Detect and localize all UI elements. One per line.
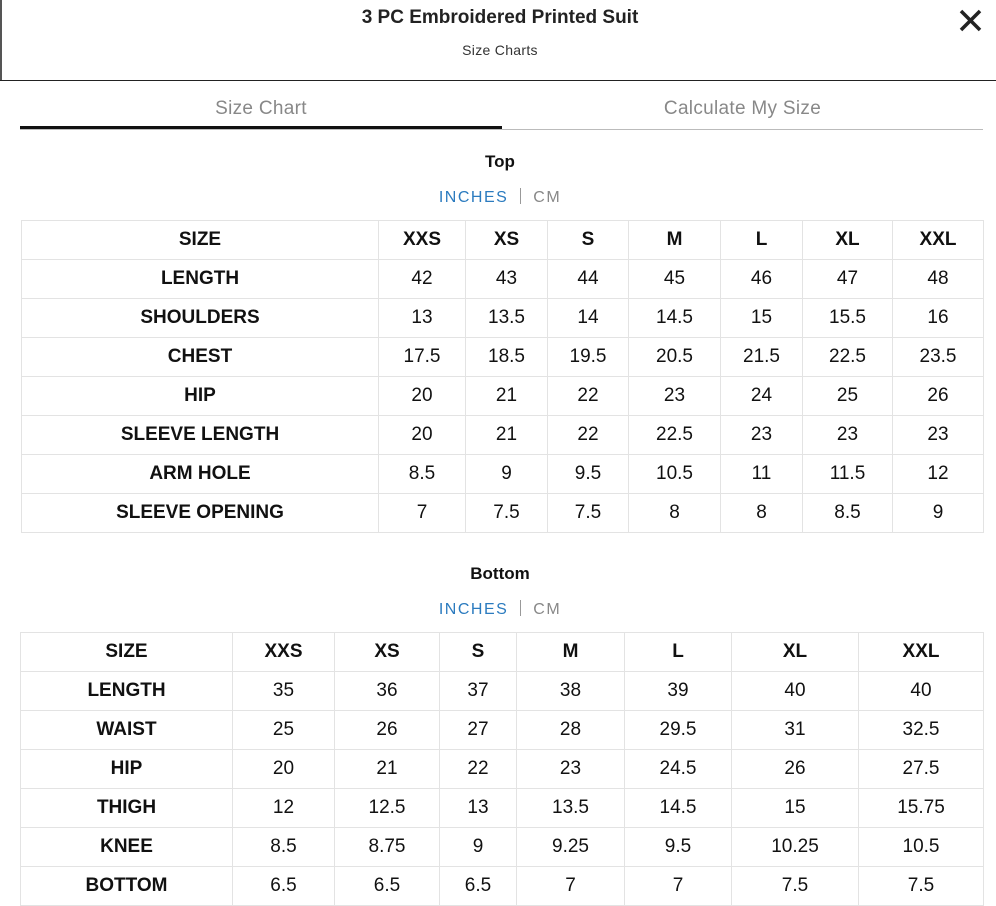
- measurement-value: 20: [379, 416, 466, 455]
- measurement-value: 28: [517, 711, 625, 750]
- measurement-value: 22: [548, 377, 629, 416]
- measurement-value: 37: [440, 672, 517, 711]
- bottom-section-title: Bottom: [470, 564, 530, 583]
- measurement-value: 7: [379, 494, 466, 533]
- table-row: [21, 789, 984, 828]
- size-column-header: XXS: [233, 633, 335, 672]
- table-row: [22, 338, 984, 377]
- measurement-value: 10.25: [732, 828, 859, 867]
- tab-size-chart[interactable]: Size Chart: [20, 92, 502, 129]
- measurement-value: 23: [629, 377, 721, 416]
- measurement-value: 23: [517, 750, 625, 789]
- measurement-value: 40: [732, 672, 859, 711]
- size-column-header: XL: [732, 633, 859, 672]
- measurement-value: 20: [379, 377, 466, 416]
- top-size-table: [21, 220, 984, 533]
- measurement-value: 29.5: [625, 711, 732, 750]
- size-column-header: XS: [335, 633, 440, 672]
- modal-header: [0, 0, 996, 81]
- size-column-header: M: [629, 221, 721, 260]
- measurement-value: 15: [732, 789, 859, 828]
- measurement-value: 18.5: [466, 338, 548, 377]
- measurement-value: 31: [732, 711, 859, 750]
- measurement-value: 11.5: [803, 455, 893, 494]
- measurement-label: SHOULDERS: [22, 299, 379, 338]
- measurement-label: SLEEVE OPENING: [22, 494, 379, 533]
- table-row: [21, 711, 984, 750]
- measurement-value: 40: [859, 672, 984, 711]
- size-header-cell: SIZE: [22, 221, 379, 260]
- size-column-header: XS: [466, 221, 548, 260]
- measurement-value: 22.5: [629, 416, 721, 455]
- measurement-value: 25: [233, 711, 335, 750]
- measurement-value: 12.5: [335, 789, 440, 828]
- measurement-value: 7.5: [859, 867, 984, 906]
- measurement-value: 7.5: [466, 494, 548, 533]
- bottom-cm-toggle[interactable]: CM: [533, 601, 562, 618]
- measurement-value: 12: [893, 455, 984, 494]
- measurement-value: 47: [803, 260, 893, 299]
- bottom-unit-toggle: [0, 600, 996, 619]
- measurement-value: 8.75: [335, 828, 440, 867]
- measurement-value: 8: [721, 494, 803, 533]
- measurement-label: LENGTH: [21, 672, 233, 711]
- measurement-value: 20: [233, 750, 335, 789]
- size-column-header: M: [517, 633, 625, 672]
- measurement-value: 21: [335, 750, 440, 789]
- measurement-label: SLEEVE LENGTH: [22, 416, 379, 455]
- measurement-value: 14.5: [625, 789, 732, 828]
- measurement-value: 9: [440, 828, 517, 867]
- measurement-value: 46: [721, 260, 803, 299]
- measurement-value: 32.5: [859, 711, 984, 750]
- measurement-value: 26: [732, 750, 859, 789]
- measurement-value: 23: [803, 416, 893, 455]
- top-section-title: Top: [485, 152, 515, 171]
- top-cm-toggle[interactable]: CM: [533, 189, 562, 206]
- measurement-label: WAIST: [21, 711, 233, 750]
- measurement-value: 15: [721, 299, 803, 338]
- table-row: [22, 377, 984, 416]
- table-row: [21, 867, 984, 906]
- tab-calculate-my-size[interactable]: Calculate My Size: [663, 98, 822, 119]
- measurement-label: CHEST: [22, 338, 379, 377]
- measurement-value: 19.5: [548, 338, 629, 377]
- measurement-value: 26: [893, 377, 984, 416]
- measurement-value: 9: [466, 455, 548, 494]
- measurement-value: 13.5: [466, 299, 548, 338]
- measurement-value: 48: [893, 260, 984, 299]
- table-header-row: [21, 633, 984, 672]
- measurement-value: 43: [466, 260, 548, 299]
- size-column-header: S: [440, 633, 517, 672]
- measurement-label: HIP: [21, 750, 233, 789]
- measurement-value: 13: [379, 299, 466, 338]
- measurement-value: 14: [548, 299, 629, 338]
- size-column-header: S: [548, 221, 629, 260]
- measurement-value: 6.5: [440, 867, 517, 906]
- top-inches-toggle[interactable]: INCHES: [438, 189, 509, 206]
- measurement-value: 15.75: [859, 789, 984, 828]
- size-column-header: L: [625, 633, 732, 672]
- measurement-value: 22: [440, 750, 517, 789]
- size-header-cell: SIZE: [21, 633, 233, 672]
- measurement-value: 26: [335, 711, 440, 750]
- measurement-label: KNEE: [21, 828, 233, 867]
- measurement-value: 27: [440, 711, 517, 750]
- measurement-value: 45: [629, 260, 721, 299]
- measurement-value: 10.5: [629, 455, 721, 494]
- measurement-value: 10.5: [859, 828, 984, 867]
- measurement-value: 27.5: [859, 750, 984, 789]
- measurement-value: 44: [548, 260, 629, 299]
- measurement-value: 35: [233, 672, 335, 711]
- table-row: [21, 828, 984, 867]
- product-title: 3 PC Embroidered Printed Suit: [361, 7, 639, 28]
- measurement-value: 6.5: [233, 867, 335, 906]
- table-row: [22, 260, 984, 299]
- measurement-value: 20.5: [629, 338, 721, 377]
- measurement-value: 7: [517, 867, 625, 906]
- measurement-value: 25: [803, 377, 893, 416]
- measurement-value: 36: [335, 672, 440, 711]
- measurement-value: 7.5: [732, 867, 859, 906]
- size-column-header: XXS: [379, 221, 466, 260]
- measurement-label: BOTTOM: [21, 867, 233, 906]
- measurement-value: 15.5: [803, 299, 893, 338]
- unit-separator: [520, 188, 521, 204]
- size-column-header: L: [721, 221, 803, 260]
- measurement-value: 8.5: [803, 494, 893, 533]
- measurement-value: 38: [517, 672, 625, 711]
- measurement-value: 9: [893, 494, 984, 533]
- table-header-row: [22, 221, 984, 260]
- measurement-value: 17.5: [379, 338, 466, 377]
- measurement-value: 13.5: [517, 789, 625, 828]
- measurement-value: 7: [625, 867, 732, 906]
- measurement-value: 13: [440, 789, 517, 828]
- bottom-size-table: [20, 632, 984, 906]
- measurement-value: 16: [893, 299, 984, 338]
- measurement-value: 12: [233, 789, 335, 828]
- measurement-label: LENGTH: [22, 260, 379, 299]
- modal-subtitle: Size Charts: [462, 42, 538, 58]
- measurement-value: 9.5: [548, 455, 629, 494]
- measurement-value: 23.5: [893, 338, 984, 377]
- table-row: [22, 416, 984, 455]
- measurement-value: 9.5: [625, 828, 732, 867]
- table-row: [22, 299, 984, 338]
- measurement-value: 23: [721, 416, 803, 455]
- measurement-value: 21: [466, 377, 548, 416]
- measurement-value: 11: [721, 455, 803, 494]
- measurement-label: ARM HOLE: [22, 455, 379, 494]
- measurement-value: 14.5: [629, 299, 721, 338]
- unit-separator: [520, 600, 521, 616]
- close-icon: [956, 6, 986, 36]
- measurement-value: 24.5: [625, 750, 732, 789]
- table-row: [22, 494, 984, 533]
- measurement-value: 24: [721, 377, 803, 416]
- top-unit-toggle: [0, 188, 996, 207]
- measurement-value: 22.5: [803, 338, 893, 377]
- size-column-header: XXL: [859, 633, 984, 672]
- measurement-label: THIGH: [21, 789, 233, 828]
- bottom-inches-toggle[interactable]: INCHES: [438, 601, 509, 618]
- measurement-label: HIP: [22, 377, 379, 416]
- size-column-header: XXL: [893, 221, 984, 260]
- tab-bar: [20, 92, 983, 130]
- table-row: [22, 455, 984, 494]
- measurement-value: 8.5: [379, 455, 466, 494]
- size-column-header: XL: [803, 221, 893, 260]
- measurement-value: 6.5: [335, 867, 440, 906]
- measurement-value: 7.5: [548, 494, 629, 533]
- measurement-value: 21.5: [721, 338, 803, 377]
- measurement-value: 23: [893, 416, 984, 455]
- measurement-value: 8: [629, 494, 721, 533]
- measurement-value: 39: [625, 672, 732, 711]
- measurement-value: 8.5: [233, 828, 335, 867]
- measurement-value: 22: [548, 416, 629, 455]
- table-row: [21, 750, 984, 789]
- close-button[interactable]: [956, 6, 986, 36]
- table-row: [21, 672, 984, 711]
- measurement-value: 21: [466, 416, 548, 455]
- measurement-value: 42: [379, 260, 466, 299]
- measurement-value: 9.25: [517, 828, 625, 867]
